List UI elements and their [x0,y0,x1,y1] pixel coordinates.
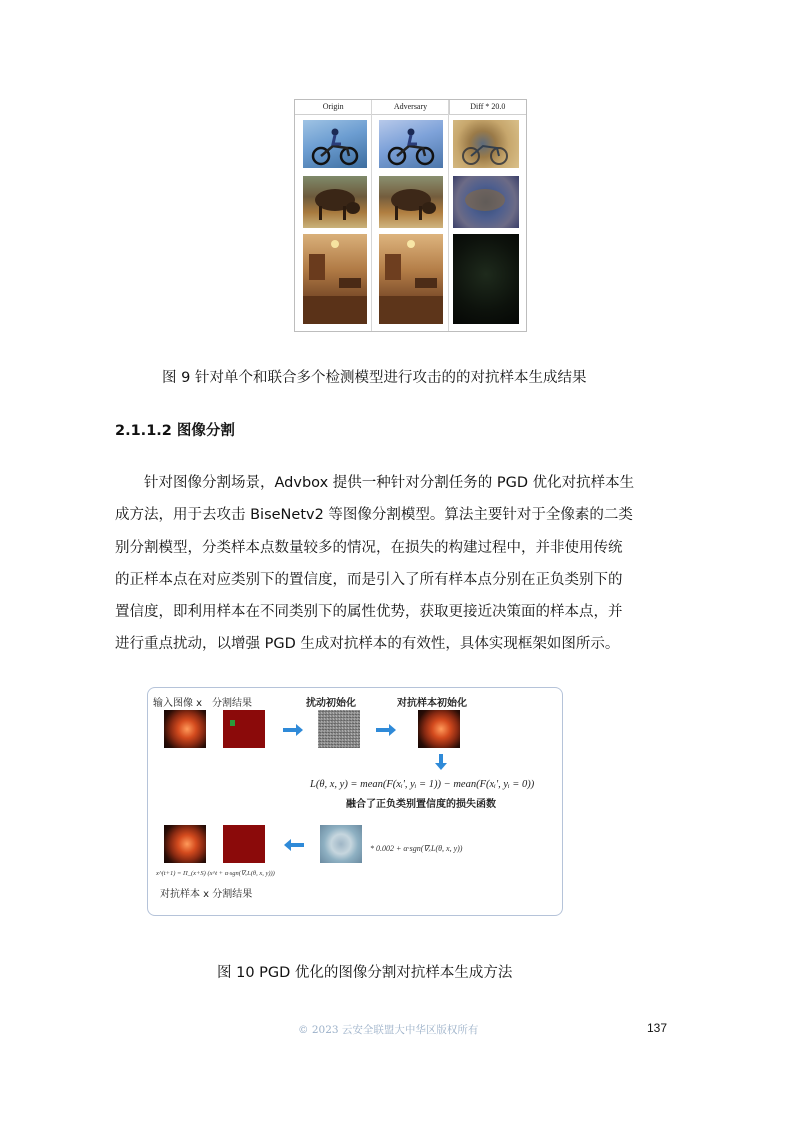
room-origin-image [303,234,367,324]
perturbation-init-label: 扰动初始化 [306,698,356,709]
motocross-adversary-image [379,120,443,168]
section-paragraph [115,467,695,661]
section-heading: 2.1.1.2 图像分割 [115,423,235,439]
figure-10-caption: 图 10 PGD 优化的图像分割对抗样本生成方法 [217,965,513,981]
column-divider [448,100,449,331]
header-origin: Origin [295,100,372,114]
figure-10-diagram [147,687,563,916]
motocross-origin-image [303,120,367,168]
room-adversary-image [379,234,443,324]
paragraph-line: 别分割模型，分类样本点数量较多的情况，在损失的构建过程中，并非使用传统 [115,539,623,556]
segmentation-result-thumbnail [223,710,265,748]
arrow-down-icon [439,754,443,764]
paragraph-line: 进行重点扰动，以增强 PGD 生成对抗样本的有效性，具体实现框架如图所示。 [115,636,620,653]
column-divider [371,100,372,331]
arrow-left-icon [290,843,304,847]
update-formula: x^(t+1) = Π_(x+S) (x^t + α·sgn(∇ₓL(θ, x, y))) [156,870,275,877]
adversarial-init-label: 对抗样本初始化 [397,698,467,709]
step-formula: * 0.002 + α·sgn(∇ₓL(θ, x, y)) [370,844,463,853]
segmentation-result-label: 分割结果 [212,698,252,709]
noise-thumbnail [318,710,360,748]
segmentation-marker [230,720,235,726]
input-image-thumbnail [164,710,206,748]
paragraph-line: 的正样本点在对应类别下的置信度，而是引入了所有样本点分别在正负类别下的 [115,571,623,588]
paragraph-line: 针对图像分割场景，Advbox 提供一种针对分割任务的 PGD 优化对抗样本生 [144,475,635,491]
arrow-right-icon [283,728,297,732]
loss-formula: L(θ, x, y) = mean(F(xᵢ', yᵢ = 1)) − mean(F(xᵢ', yᵢ = 0)) [310,779,535,790]
figure-9-header-row [295,100,526,115]
cow-adversary-image [379,176,443,228]
figure-9-image-grid [294,99,527,332]
adversarial-init-thumbnail [418,710,460,748]
loss-description: 融合了正负类别置信度的损失函数 [346,799,496,810]
adversarial-sample-thumbnail [164,825,206,863]
cow-origin-image [303,176,367,228]
gradient-thumbnail [320,825,362,863]
figure-9-caption: 图 9 针对单个和联合多个检测模型进行攻击的的对抗样本生成结果 [162,370,587,386]
header-adversary: Adversary [372,100,449,114]
adversarial-segmentation-thumbnail [223,825,265,863]
cow-diff-image [453,176,519,228]
input-image-label: 输入图像 x [153,698,203,709]
adversarial-result-label: 对抗样本 x 分割结果 [160,889,253,900]
header-diff: Diff * 20.0 [470,102,506,111]
page-number: 137 [647,1021,668,1035]
copyright-footer: © 2023 云安全联盟大中华区版权所有 [298,1024,479,1036]
paragraph-line: 置信度，即利用样本在不同类别下的属性优势，获取更接近决策面的样本点，并 [115,604,623,621]
paragraph-line: 成方法，用于去攻击 BiseNetv2 等图像分割模型。算法主要针对于全像素的二类 [115,507,633,524]
motocross-diff-image [453,120,519,168]
room-diff-image [453,234,519,324]
arrow-right-icon [376,728,390,732]
